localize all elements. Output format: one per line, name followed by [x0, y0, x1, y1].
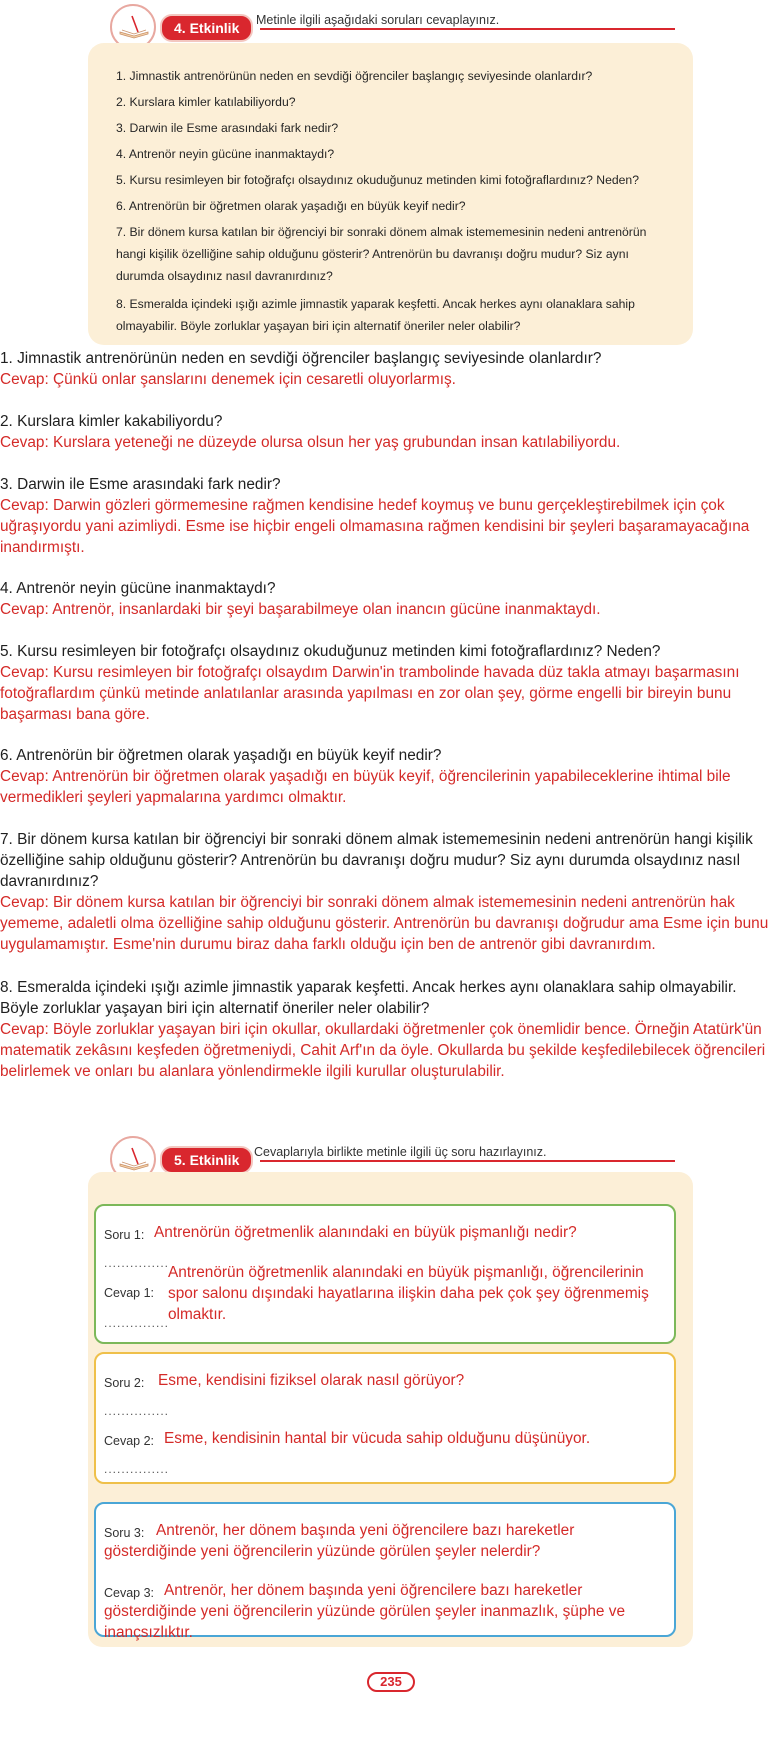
- cevap-label-1: Cevap 1:: [104, 1286, 155, 1300]
- soru-text-1: Antrenörün öğretmenlik alanındaki en büyük pişmanlığı nedir?: [154, 1224, 577, 1241]
- soru-label-3: Soru 3:: [104, 1526, 145, 1540]
- answer-text-7: Cevap: Bir dönem kursa katılan bir öğrenciyi bir sonraki dönem almak istememesinin nedeni antrenörün hak yememe, adaletli olma özelliğine sahip olduğunu gösterir. Antrenörün bu davranışı doğrudur ama Esme için bunu uygulamamıştır. Esme'nin durumu biraz daha farklı olduğu için ben de antrenör gibi davranırdım.: [0, 894, 769, 953]
- activity5-box: [88, 1172, 693, 1647]
- answer-block-1: [0, 348, 771, 390]
- answer-question-5: 5. Kursu resimleyen bir fotoğrafçı olsaydınız okuduğunuz metinden kimi fotoğraflardınız? Neden?: [0, 643, 661, 660]
- question-8: 8. Esmeralda içindeki ışığı azimle jimnastik yaparak keşfetti. Ancak herkes aynı olanaklara sahip olmayabilir. Böyle zorluklar yaşayan biri için alternatif öneriler neler olabilir?: [116, 297, 635, 333]
- answer-question-7: 7. Bir dönem kursa katılan bir öğrenciyi bir sonraki dönem almak istememesinin nedeni antrenörün hangi kişilik özelliğine sahip olduğunu gösterir? Antrenörün bu davranışı doğru mudur? Siz aynı durumda olsaydınız nasıl davranırdınız?: [0, 831, 753, 890]
- qa-card-2: [94, 1352, 676, 1484]
- answer-block-3: [0, 474, 771, 558]
- activity4-question-box: [88, 43, 693, 345]
- cevap-text-3: Antrenör, her dönem başında yeni öğrencilere bazı hareketler gösterdiğinde yeni öğrencilerin yüzünde görülen şeyler inanmazlık, şüphe ve inançsızlıktır.: [104, 1582, 626, 1641]
- answer-text-4: Cevap: Antrenör, insanlardaki bir şeyi başarabilmeye olan inancın gücüne inanmaktaydı.: [0, 601, 601, 618]
- answer-question-4: 4. Antrenör neyin gücüne inanmaktaydı?: [0, 580, 276, 597]
- question-5: 5. Kursu resimleyen bir fotoğrafçı olsaydınız okuduğunuz metinden kimi fotoğraflardınız? Neden?: [116, 173, 639, 187]
- question-6: 6. Antrenörün bir öğretmen olarak yaşadığı en büyük keyif nedir?: [116, 199, 466, 213]
- answer-question-2: 2. Kurslara kimler kakabiliyordu?: [0, 413, 223, 430]
- cevap-label-2: Cevap 2:: [104, 1434, 155, 1448]
- answer-block-8: [0, 977, 771, 1082]
- soru-text-3: Antrenör, her dönem başında yeni öğrencilere bazı hareketler gösterdiğinde yeni öğrencilerin yüzünde görülen şeyler nelerdir?: [104, 1522, 575, 1560]
- answer-question-8: 8. Esmeralda içindeki ışığı azimle jimnastik yaparak keşfetti. Ancak herkes aynı olanaklara sahip olmayabilir. Böyle zorluklar yaşayan biri için alternatif öneriler neler olabilir?: [0, 979, 737, 1017]
- question-7: 7. Bir dönem kursa katılan bir öğrenciyi bir sonraki dönem almak istememesinin nedeni antrenörün hangi kişilik özelliğine sahip olduğunu gösterir? Antrenörün bu davranışı doğru mudur? Siz aynı durumda olsaydınız nasıl davranırdınız?: [116, 225, 647, 283]
- answer-text-2: Cevap: Kurslara yeteneği ne düzeyde olursa olsun her yaş grubundan insan katılabiliyordu.: [0, 434, 621, 451]
- answer-block-7: [0, 829, 771, 955]
- answer-question-3: 3. Darwin ile Esme arasındaki fark nedir?: [0, 476, 281, 493]
- answer-text-8: Cevap: Böyle zorluklar yaşayan biri için okullar, okullardaki öğretmenler çok önemlidir bence. Örneğin Atatürk'ün matematik zekâsını keşfeden öğretmeniydi, Cahit Arf'ın da öyle. Okullarda bu şekilde keşfedilebilecek öğrencileri belirlemek ve onları bu alanlara yönlendirmekle ilgili kurullar oluşturulabilir.: [0, 1021, 766, 1080]
- activity5-badge: 5. Etkinlik: [160, 1146, 253, 1174]
- answer-question-1: 1. Jimnastik antrenörünün neden en sevdiği öğrenciler başlangıç seviyesinde olanlardır?: [0, 350, 602, 367]
- activity4-header: [110, 8, 675, 44]
- question-2: 2. Kurslara kimler katılabiliyordu?: [116, 95, 296, 109]
- answer-text-5: Cevap: Kursu resimleyen bir fotoğrafçı olsaydım Darwin'in trambolinde havada düz takla atmayı başarmasını fotoğraflardım çünkü metinde anlatılanlar arasında yapılması en zor olan şey, görme engelli bir bireyin bunu başarması bana göre.: [0, 664, 740, 723]
- soru-text-2: Esme, kendisini fiziksel olarak nasıl görüyor?: [158, 1372, 465, 1389]
- dots: ...............: [104, 1462, 170, 1476]
- header-rule: [260, 1160, 675, 1162]
- dots: ...............: [104, 1256, 170, 1270]
- question-1: 1. Jimnastik antrenörünün neden en sevdiği öğrenciler başlangıç seviyesinde olanlardır?: [116, 69, 593, 83]
- answer-block-5: [0, 641, 771, 725]
- answer-block-6: [0, 745, 771, 808]
- activity5-header: [110, 1140, 675, 1176]
- activity4-badge: 4. Etkinlik: [160, 14, 253, 42]
- answer-block-2: [0, 411, 771, 453]
- answer-text-1: Cevap: Çünkü onlar şanslarını denemek için cesaretli oluyorlarmış.: [0, 371, 456, 388]
- answer-text-6: Cevap: Antrenörün bir öğretmen olarak yaşadığı en büyük keyif, öğrencilerinin yapabileceklerine ihtimal bile vermedikleri şeyleri yapmalarına yardımcı olmaktır.: [0, 768, 731, 806]
- cevap-label-3: Cevap 3:: [104, 1586, 155, 1600]
- answer-block-4: [0, 578, 771, 620]
- page-number: 235: [367, 1672, 415, 1692]
- header-rule: [260, 28, 675, 30]
- activity5-instruction: Cevaplarıyla birlikte metinle ilgili üç soru hazırlayınız.: [254, 1145, 552, 1159]
- soru-label-2: Soru 2:: [104, 1376, 145, 1390]
- answer-text-3: Cevap: Darwin gözleri görmemesine rağmen kendisine hedef koymuş ve bunu gerçekleştirebilmek için çok uğraşıyordu yani azimliydi. Esme ise hiçbir engeli olmamasına rağmen kendisini bir şeyleri başaramayacağına inandırmıştı.: [0, 497, 750, 556]
- qa-card-1: [94, 1204, 676, 1344]
- qa-card-3: [94, 1502, 676, 1641]
- cevap-text-2: Esme, kendisinin hantal bir vücuda sahip olduğunu düşünüyor.: [164, 1430, 591, 1447]
- answer-question-6: 6. Antrenörün bir öğretmen olarak yaşadığı en büyük keyif nedir?: [0, 747, 442, 764]
- dots: ...............: [104, 1316, 170, 1330]
- soru-label-1: Soru 1:: [104, 1228, 145, 1242]
- dots: ...............: [104, 1404, 170, 1418]
- activity4-instruction: Metinle ilgili aşağıdaki soruları cevaplayınız.: [256, 13, 505, 27]
- cevap-text-1: Antrenörün öğretmenlik alanındaki en büyük pişmanlığı, öğrencilerinin spor salonu dışındaki hayatlarına ilişkin daha pek çok şey öğrenmemiş olmaktır.: [168, 1264, 649, 1323]
- question-3: 3. Darwin ile Esme arasındaki fark nedir?: [116, 121, 339, 135]
- question-4: 4. Antrenör neyin gücüne inanmaktaydı?: [116, 147, 335, 161]
